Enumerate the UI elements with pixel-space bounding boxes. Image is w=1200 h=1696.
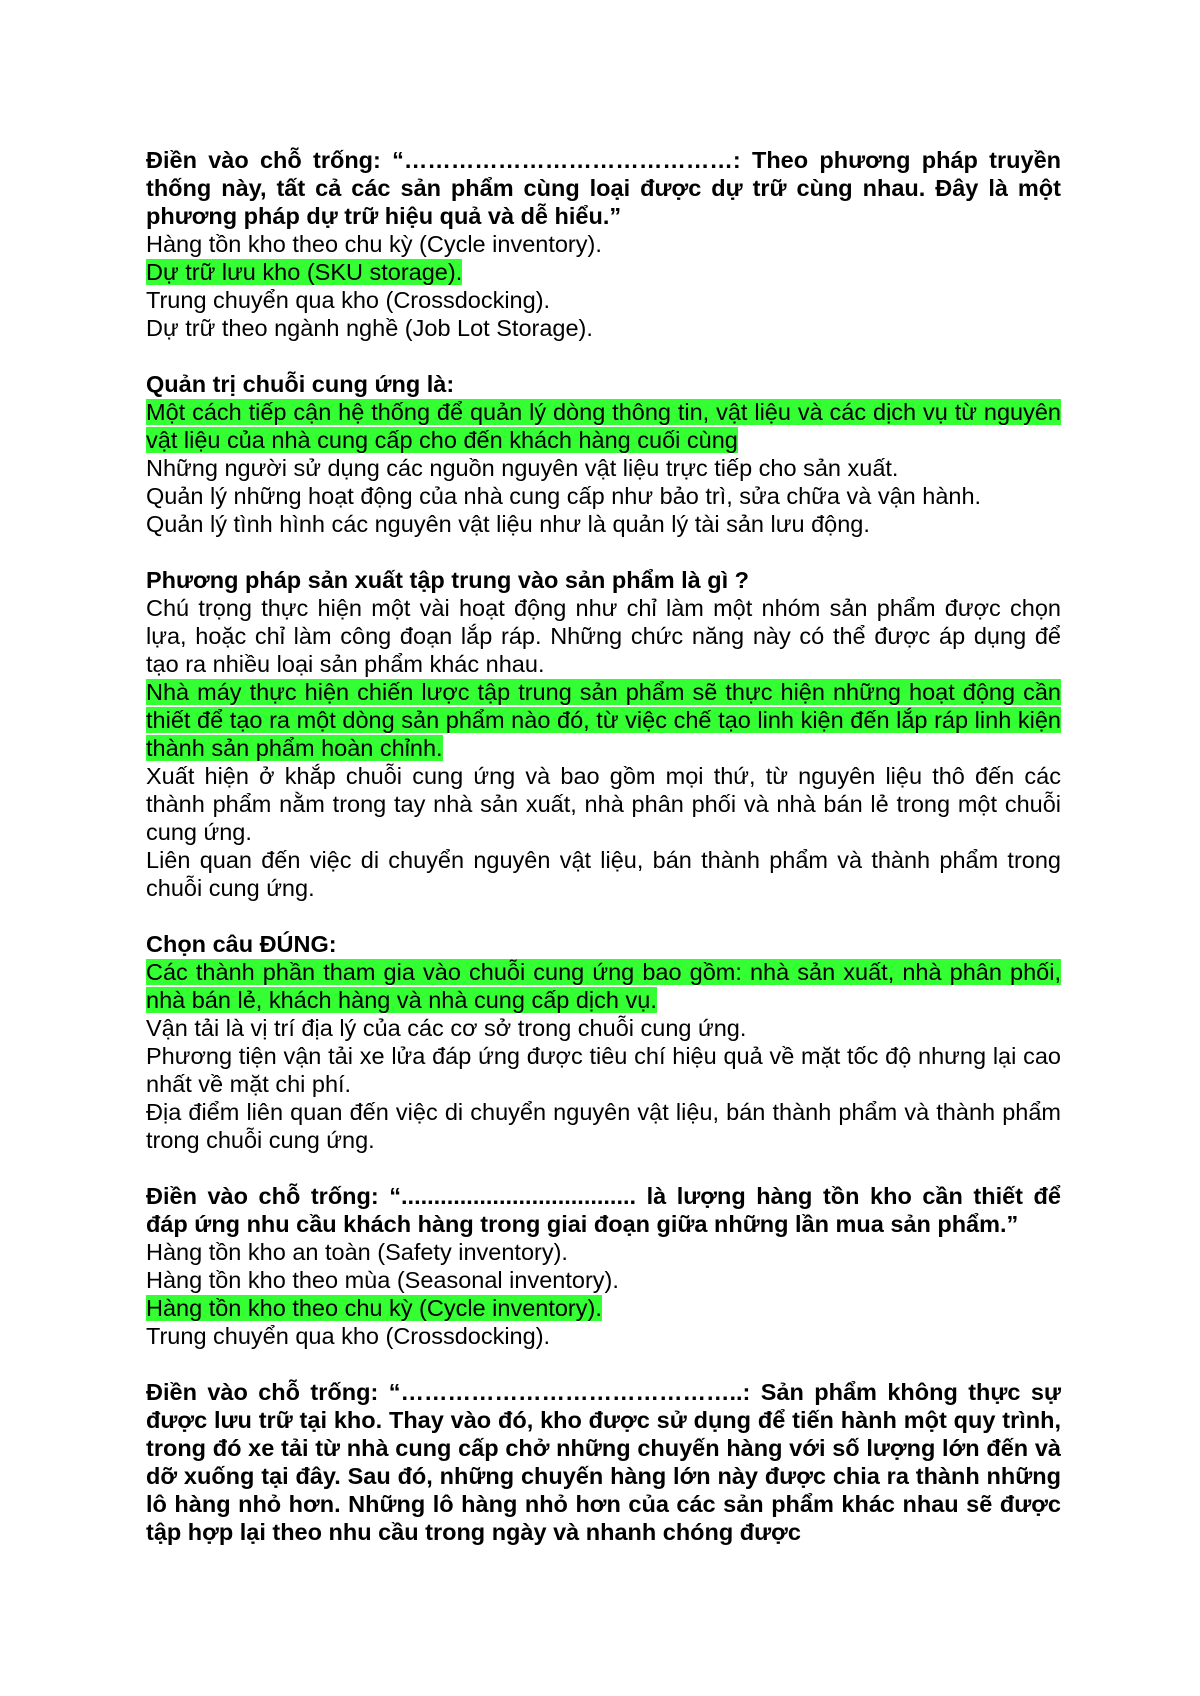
answer-option: Dự trữ theo ngành nghề (Job Lot Storage). <box>146 315 593 341</box>
answer-option-highlighted: Hàng tồn kho theo chu kỳ (Cycle inventory). <box>146 1295 602 1321</box>
answer-option-highlighted: Nhà máy thực hiện chiến lược tập trung sản phẩm sẽ thực hiện những hoạt động cần thiết để tạo ra một dòng sản phẩm nào đó, từ việc chế tạo linh kiện đến lắp ráp linh kiện thành sản phẩm hoàn chỉnh. <box>146 679 1061 761</box>
answer-option: Những người sử dụng các nguồn nguyên vật liệu trực tiếp cho sản xuất. <box>146 455 899 481</box>
answer-option: Trung chuyển qua kho (Crossdocking). <box>146 1323 551 1349</box>
question-block-1 <box>146 146 1061 342</box>
answer-option-highlighted: Dự trữ lưu kho (SKU storage). <box>146 259 463 285</box>
question-block-2 <box>146 370 1061 538</box>
answer-option: Chú trọng thực hiện một vài hoạt động như chỉ làm một nhóm sản phẩm được chọn lựa, hoặc chỉ làm công đoạn lắp ráp. Những chức năng này có thể được áp dụng để tạo ra nhiều loại sản phẩm khác nhau. <box>146 595 1061 677</box>
question-block-5 <box>146 1182 1061 1350</box>
answer-option: Quản lý những hoạt động của nhà cung cấp như bảo trì, sửa chữa và vận hành. <box>146 483 982 509</box>
question-block-3 <box>146 566 1061 902</box>
answer-option: Hàng tồn kho theo chu kỳ (Cycle inventory). <box>146 231 602 257</box>
question-block-4 <box>146 930 1061 1154</box>
question-text: Phương pháp sản xuất tập trung vào sản phẩm là gì ? <box>146 567 750 593</box>
quiz-content <box>146 146 1061 1574</box>
question-block-6 <box>146 1378 1061 1546</box>
question-text: Điền vào chỗ trống: “……………………………………..: Sản phẩm không thực sự được lưu trữ tại kho. Thay vào đó, kho được sử dụng để tiến hành một quy trình, trong đó xe tải từ nhà cung cấp chở những chuyến hàng với số lượng lớn đến và dỡ xuống tại đây. Sau đó, những chuyến hàng lớn này được chia ra thành những lô hàng nhỏ hơn. Những lô hàng nhỏ hơn của các sản phẩm khác nhau sẽ được tập hợp lại theo nhu cầu trong ngày và nhanh chóng được <box>146 1379 1061 1545</box>
question-text: Quản trị chuỗi cung ứng là: <box>146 371 455 397</box>
answer-option-highlighted: Các thành phần tham gia vào chuỗi cung ứng bao gồm: nhà sản xuất, nhà phân phối, nhà bán lẻ, khách hàng và nhà cung cấp dịch vụ. <box>146 959 1061 1013</box>
answer-option: Hàng tồn kho theo mùa (Seasonal inventory). <box>146 1267 619 1293</box>
question-text: Chọn câu ĐÚNG: <box>146 931 337 957</box>
answer-option: Phương tiện vận tải xe lửa đáp ứng được tiêu chí hiệu quả về mặt tốc độ nhưng lại cao nhất về mặt chi phí. <box>146 1043 1061 1097</box>
question-text: Điền vào chỗ trống: “……………………………………: Theo phương pháp truyền thống này, tất cả các sản phẩm cùng loại được dự trữ cùng nhau. Đây là một phương pháp dự trữ hiệu quả và dễ hiểu.” <box>146 147 1061 229</box>
answer-option: Vận tải là vị trí địa lý của các cơ sở trong chuỗi cung ứng. <box>146 1015 747 1041</box>
answer-option: Trung chuyển qua kho (Crossdocking). <box>146 287 551 313</box>
answer-option: Quản lý tình hình các nguyên vật liệu như là quản lý tài sản lưu động. <box>146 511 870 537</box>
question-text: Điền vào chỗ trống: “.................................... là lượng hàng tồn kho cần thiết để đáp ứng nhu cầu khách hàng trong giai đoạn giữa những lần mua sản phẩm.” <box>146 1183 1061 1237</box>
answer-option: Hàng tồn kho an toàn (Safety inventory). <box>146 1239 568 1265</box>
answer-option: Liên quan đến việc di chuyển nguyên vật liệu, bán thành phẩm và thành phẩm trong chuỗi cung ứng. <box>146 847 1061 901</box>
answer-option: Xuất hiện ở khắp chuỗi cung ứng và bao gồm mọi thứ, từ nguyên liệu thô đến các thành phẩm nằm trong tay nhà sản xuất, nhà phân phối và nhà bán lẻ trong một chuỗi cung ứng. <box>146 763 1061 845</box>
answer-option-highlighted: Một cách tiếp cận hệ thống để quản lý dòng thông tin, vật liệu và các dịch vụ từ nguyên vật liệu của nhà cung cấp cho đến khách hàng cuối cùng <box>146 399 1061 453</box>
answer-option: Địa điểm liên quan đến việc di chuyển nguyên vật liệu, bán thành phẩm và thành phẩm trong chuỗi cung ứng. <box>146 1099 1061 1153</box>
